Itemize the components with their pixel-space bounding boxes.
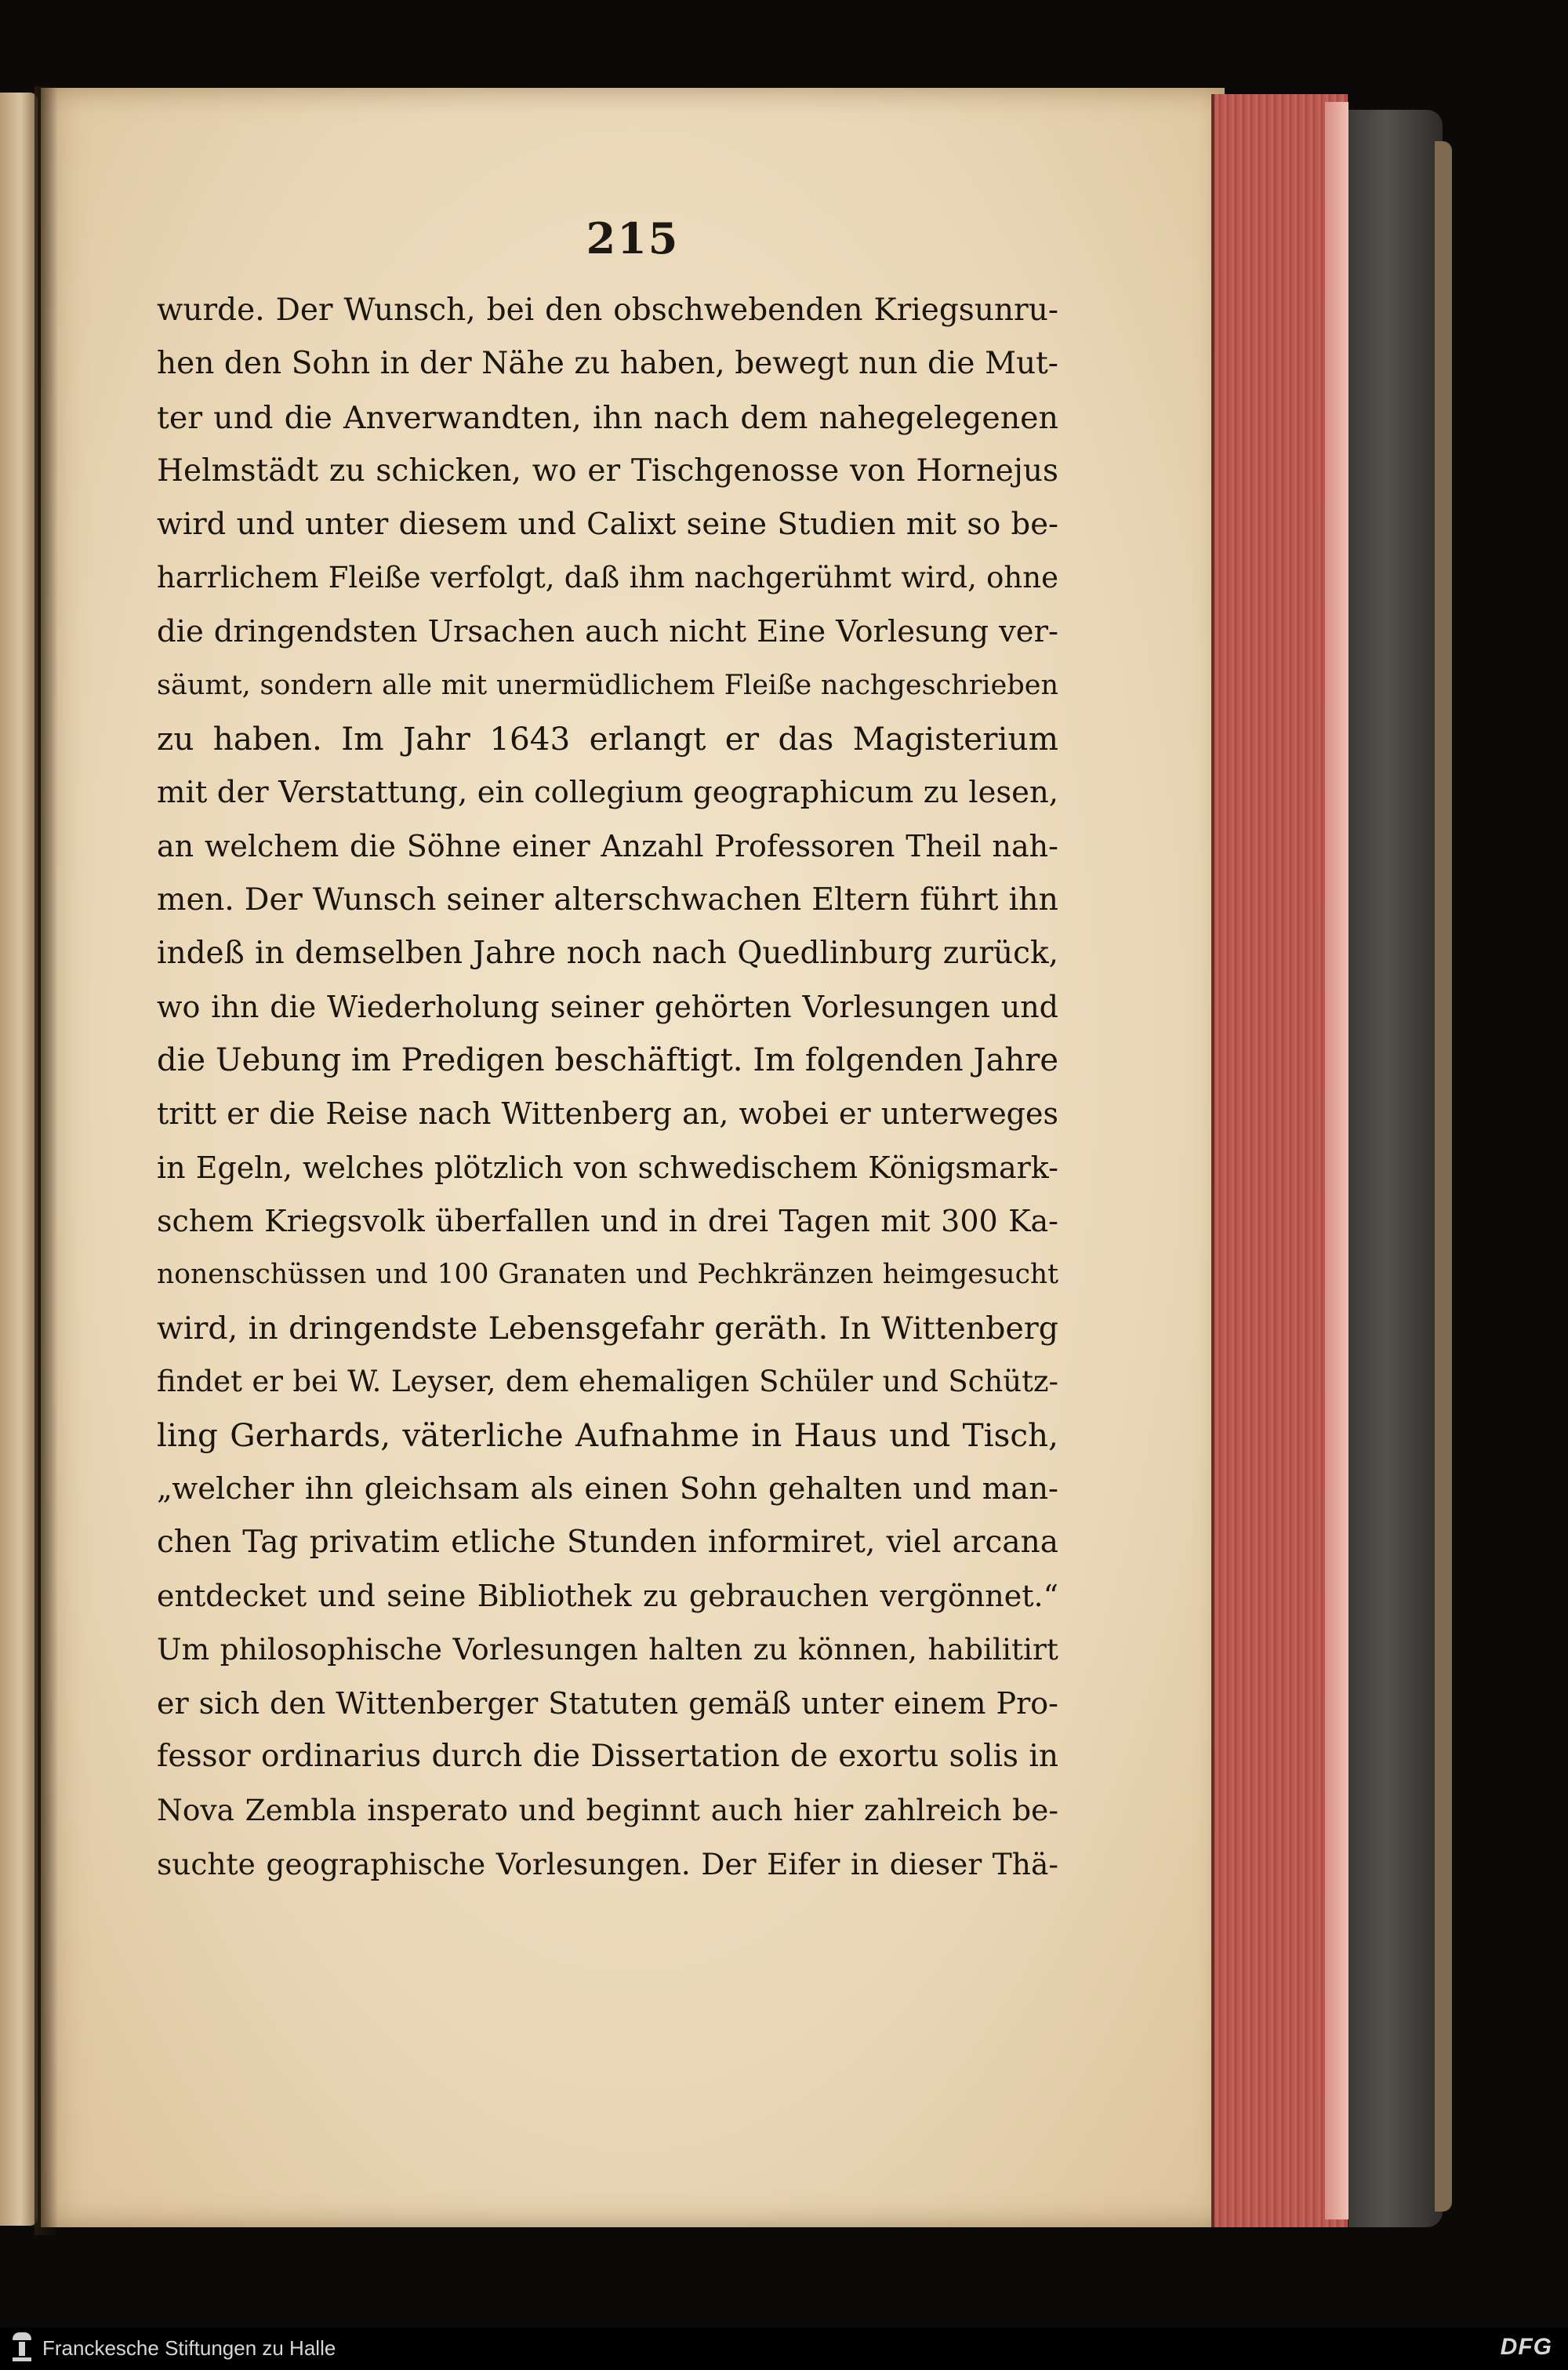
page-number: 215 bbox=[586, 213, 680, 264]
text-line: nonenschüssen und 100 Granaten und Pechkränzen heimgesucht bbox=[157, 1259, 1058, 1291]
text-line: ling Gerhards, väterliche Aufnahme in Haus und Tisch, bbox=[157, 1416, 1058, 1455]
text-line: mit der Verstattung, ein collegium geographicum zu lesen, bbox=[157, 774, 1058, 810]
text-line: die Uebung im Predigen beschäftigt. Im folgenden Jahre bbox=[157, 1042, 1058, 1079]
text-line: Helmstädt zu schicken, wo er Tischgenosse von Hornejus bbox=[157, 453, 1058, 489]
text-line: indeß in demselben Jahre noch nach Quedlinburg zurück, bbox=[157, 935, 1058, 971]
previous-page-edge bbox=[0, 93, 38, 2226]
text-line: men. Der Wunsch seiner alterschwachen Eltern führt ihn bbox=[157, 881, 1058, 918]
book-cover-edge bbox=[1435, 141, 1452, 2212]
text-line: wird und unter diesem und Calixt seine Studien mit so be- bbox=[157, 507, 1058, 543]
text-line: Um philosophische Vorlesungen halten zu können, habilitirt bbox=[157, 1632, 1058, 1667]
text-line: entdecket und seine Bibliothek zu gebrauchen vergönnet.“ bbox=[157, 1579, 1058, 1614]
text-line: an welchem die Söhne einer Anzahl Professoren Theil nah- bbox=[157, 828, 1058, 863]
text-line: hen den Sohn in der Nähe zu haben, bewegt nun die Mut- bbox=[157, 346, 1058, 382]
text-line: harrlichem Fleiße verfolgt, daß ihm nachgerühmt wird, ohne bbox=[157, 561, 1058, 595]
text-line: schem Kriegsvolk überfallen und in drei Tagen mit 300 Ka- bbox=[157, 1204, 1058, 1239]
text-line: fessor ordinarius durch die Dissertation de exortu solis in bbox=[157, 1739, 1058, 1775]
text-line: Nova Zembla insperato und beginnt auch hier zahlreich be- bbox=[157, 1793, 1058, 1828]
text-line: tritt er die Reise nach Wittenberg an, wobei er unterweges bbox=[157, 1096, 1058, 1132]
viewer-footer bbox=[0, 2328, 1568, 2370]
book-cover-board bbox=[1348, 110, 1443, 2227]
text-line: wird, in dringendste Lebensgefahr geräth. In Wittenberg bbox=[157, 1310, 1058, 1347]
text-line: ter und die Anverwandten, ihn nach dem nahegelegenen bbox=[157, 399, 1058, 436]
funder-logo: DFG bbox=[1500, 2334, 1552, 2360]
text-line: chen Tag privatim etliche Stunden informiret, viel arcana bbox=[157, 1524, 1058, 1560]
text-line: in Egeln, welches plötzlich von schwedischem Königsmark- bbox=[157, 1150, 1058, 1185]
text-line: wo ihn die Wiederholung seiner gehörten Vorlesungen und bbox=[157, 989, 1058, 1024]
text-line: „welcher ihn gleichsam als einen Sohn gehalten und man- bbox=[157, 1470, 1058, 1507]
gutter-shadow bbox=[34, 86, 58, 2235]
column-logo-icon bbox=[11, 2332, 33, 2364]
page-text bbox=[157, 284, 1058, 1891]
text-line: die dringendsten Ursachen auch nicht Eine Vorlesung ver- bbox=[157, 613, 1058, 649]
text-line: findet er bei W. Leyser, dem ehemaligen Schüler und Schütz- bbox=[157, 1364, 1058, 1398]
institution-name: Franckesche Stiftungen zu Halle bbox=[42, 2336, 336, 2360]
text-line: suchte geographische Vorlesungen. Der Eifer in dieser Thä- bbox=[157, 1846, 1058, 1881]
page-edges-highlight bbox=[1325, 102, 1348, 2219]
text-line: wurde. Der Wunsch, bei den obschwebenden Kriegsunru- bbox=[157, 293, 1058, 328]
text-line: säumt, sondern alle mit unermüdlichem Fleiße nachgeschrieben bbox=[157, 670, 1058, 702]
text-line: er sich den Wittenberger Statuten gemäß unter einem Pro- bbox=[157, 1685, 1058, 1721]
text-line: zu haben. Im Jahr 1643 erlangt er das Magisterium bbox=[157, 720, 1058, 758]
